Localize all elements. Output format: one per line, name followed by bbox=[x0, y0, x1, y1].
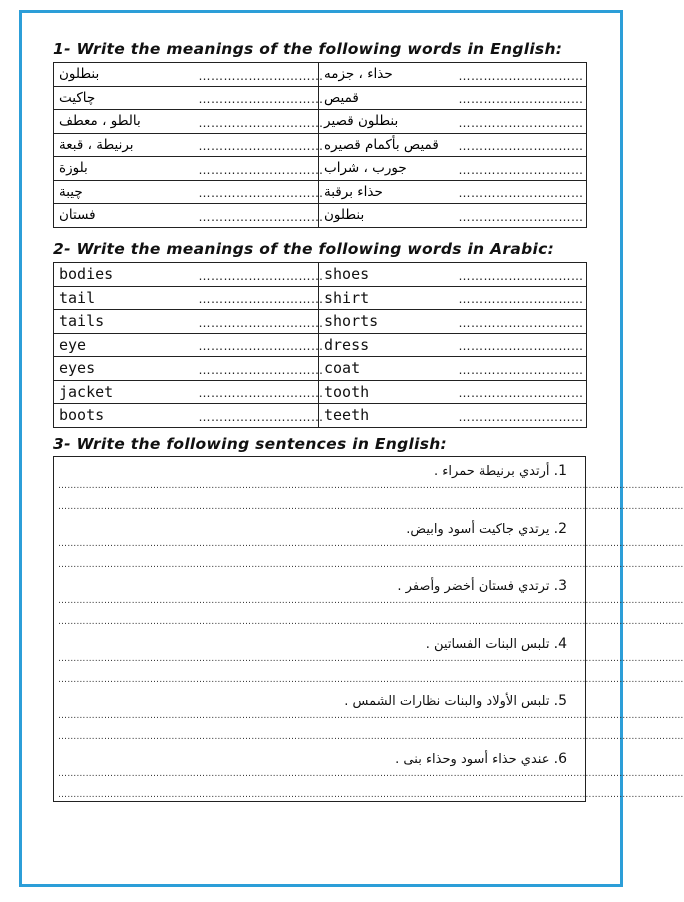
answer-blank[interactable]: ………………………… bbox=[454, 404, 587, 428]
answer-blank[interactable]: ………………………… bbox=[194, 133, 319, 157]
answer-line[interactable]: …………………………………………………………………………………………………………………………………………………………………………………… bbox=[58, 653, 684, 664]
word-cell: boots bbox=[54, 404, 194, 428]
table-row bbox=[54, 180, 587, 204]
word-cell bbox=[54, 110, 194, 134]
word-cell bbox=[54, 157, 194, 181]
answer-line[interactable]: …………………………………………………………………………………………………………………………………………………………………………………… bbox=[58, 502, 684, 512]
sentence-number: 5. bbox=[553, 693, 567, 709]
word-text: جورب ، شراب bbox=[324, 160, 407, 177]
word-cell bbox=[54, 180, 194, 204]
sentence-prompt bbox=[426, 636, 567, 652]
word-text: بالطو ، معطف bbox=[59, 113, 141, 130]
table-row bbox=[54, 357, 587, 381]
answer-blank[interactable]: ………………………… bbox=[194, 404, 319, 428]
answer-blank[interactable]: ………………………… bbox=[454, 286, 587, 310]
word-text: حذاء برقبة bbox=[324, 183, 383, 200]
word-cell bbox=[54, 204, 194, 228]
answer-blank[interactable]: ………………………… bbox=[194, 180, 319, 204]
answer-blank[interactable]: ………………………… bbox=[454, 333, 587, 357]
answer-blank[interactable]: ………………………… bbox=[194, 86, 319, 110]
answer-blank[interactable]: ………………………… bbox=[194, 357, 319, 381]
answer-line[interactable]: …………………………………………………………………………………………………………………………………………………………………………………… bbox=[58, 674, 684, 685]
word-cell bbox=[319, 157, 454, 181]
sentence-number: 3. bbox=[553, 578, 567, 594]
sentence-text: تلبس البنات الفساتين . bbox=[425, 636, 550, 652]
sentence-text: أرتدي برنيطة حمراء . bbox=[434, 464, 550, 479]
answer-line[interactable]: …………………………………………………………………………………………………………………………………………………………………………………… bbox=[58, 768, 684, 779]
answer-blank[interactable]: ………………………… bbox=[454, 263, 587, 287]
word-cell: jacket bbox=[54, 380, 194, 404]
sentence-text: عندي حذاء أسود وحذاء بنى . bbox=[395, 751, 550, 767]
word-cell bbox=[319, 110, 454, 134]
word-cell bbox=[54, 133, 194, 157]
word-cell bbox=[319, 180, 454, 204]
table-row bbox=[54, 333, 587, 357]
table-row bbox=[54, 86, 587, 110]
word-cell bbox=[319, 63, 454, 87]
word-text: فستان bbox=[59, 207, 96, 224]
sentence-number: 1. bbox=[553, 463, 567, 479]
sentence-item bbox=[54, 687, 684, 744]
sentence-prompt bbox=[406, 521, 567, 537]
word-text: بنطلون bbox=[59, 66, 100, 83]
answer-blank[interactable]: ………………………… bbox=[454, 133, 587, 157]
answer-line[interactable]: …………………………………………………………………………………………………………………………………………………………………………………… bbox=[58, 596, 684, 606]
answer-line[interactable]: …………………………………………………………………………………………………………………………………………………………………………………… bbox=[58, 538, 684, 549]
answer-line[interactable]: …………………………………………………………………………………………………………………………………………………………………………………… bbox=[58, 711, 684, 721]
answer-blank[interactable]: ………………………… bbox=[454, 86, 587, 110]
section3-heading: 3- Write the following sentences in English: bbox=[53, 435, 448, 453]
answer-blank[interactable]: ………………………… bbox=[194, 204, 319, 228]
section1-table bbox=[53, 62, 587, 228]
sentence-prompt bbox=[395, 751, 567, 767]
table-row bbox=[54, 110, 587, 134]
word-cell bbox=[319, 204, 454, 228]
sentence-item bbox=[54, 630, 684, 687]
word-cell: dress bbox=[319, 333, 454, 357]
sentence-text: يرتدي جاكيت أسود وابيض. bbox=[406, 521, 550, 537]
answer-blank[interactable]: ………………………… bbox=[454, 357, 587, 381]
word-text: حذاء ، جزمه bbox=[324, 66, 393, 83]
sentence-item bbox=[54, 515, 684, 572]
word-cell: bodies bbox=[54, 263, 194, 287]
word-text: بنطلون قصير bbox=[324, 113, 399, 130]
table-row bbox=[54, 286, 587, 310]
word-cell: teeth bbox=[319, 404, 454, 428]
word-cell: eye bbox=[54, 333, 194, 357]
answer-blank[interactable]: ………………………… bbox=[194, 263, 319, 287]
sentence-prompt bbox=[344, 693, 567, 709]
section1-heading: 1- Write the meanings of the following words in English: bbox=[53, 40, 563, 58]
sentence-item bbox=[54, 572, 684, 629]
word-cell bbox=[54, 86, 194, 110]
word-text: بلوزة bbox=[59, 160, 88, 177]
word-cell bbox=[54, 63, 194, 87]
answer-blank[interactable]: ………………………… bbox=[194, 110, 319, 134]
word-text: بنطلون bbox=[324, 207, 365, 224]
sentence-item bbox=[54, 457, 684, 514]
word-cell: coat bbox=[319, 357, 454, 381]
sentence-number: 2. bbox=[553, 520, 567, 537]
answer-blank[interactable]: ………………………… bbox=[194, 157, 319, 181]
answer-blank[interactable]: ………………………… bbox=[454, 63, 587, 87]
answer-blank[interactable]: ………………………… bbox=[454, 380, 587, 404]
sentence-number: 6. bbox=[553, 750, 567, 767]
answer-blank[interactable]: ………………………… bbox=[194, 380, 319, 404]
table-row bbox=[54, 310, 587, 334]
word-cell: tail bbox=[54, 286, 194, 310]
answer-blank[interactable]: ………………………… bbox=[454, 310, 587, 334]
sentence-text: ترتدي فستان أخضر وأصفر . bbox=[397, 579, 550, 594]
table-row bbox=[54, 204, 587, 228]
answer-blank[interactable]: ………………………… bbox=[194, 333, 319, 357]
word-text: قميص bbox=[324, 89, 359, 106]
sentence-text: تلبس الأولاد والبنات نظارات الشمس . bbox=[344, 694, 550, 709]
word-text: چيبة bbox=[59, 183, 83, 200]
word-text: چاكيت bbox=[59, 89, 96, 106]
sentence-item bbox=[54, 745, 684, 802]
answer-line[interactable]: …………………………………………………………………………………………………………………………………………………………………………………… bbox=[58, 481, 684, 491]
answer-blank[interactable]: ………………………… bbox=[454, 204, 587, 228]
section2-table bbox=[53, 262, 587, 428]
word-cell: tails bbox=[54, 310, 194, 334]
answer-blank[interactable]: ………………………… bbox=[454, 110, 587, 134]
word-cell bbox=[319, 133, 454, 157]
sentences-box bbox=[53, 456, 684, 802]
word-cell: shorts bbox=[319, 310, 454, 334]
word-cell: eyes bbox=[54, 357, 194, 381]
table-row bbox=[54, 380, 587, 404]
answer-blank[interactable]: ………………………… bbox=[454, 180, 587, 204]
word-cell bbox=[319, 86, 454, 110]
table-row bbox=[54, 157, 587, 181]
answer-line[interactable]: …………………………………………………………………………………………………………………………………………………………………………………… bbox=[58, 559, 684, 570]
answer-blank[interactable]: ………………………… bbox=[194, 63, 319, 87]
word-cell: shoes bbox=[319, 263, 454, 287]
answer-blank[interactable]: ………………………… bbox=[194, 310, 319, 334]
table-row bbox=[54, 404, 587, 428]
word-cell: shirt bbox=[319, 286, 454, 310]
table-row bbox=[54, 263, 587, 287]
answer-line[interactable]: …………………………………………………………………………………………………………………………………………………………………………………… bbox=[58, 732, 684, 742]
answer-blank[interactable]: ………………………… bbox=[454, 157, 587, 181]
word-cell: tooth bbox=[319, 380, 454, 404]
answer-line[interactable]: …………………………………………………………………………………………………………………………………………………………………………………… bbox=[58, 617, 684, 627]
sentence-prompt bbox=[397, 578, 567, 594]
section2-heading: 2- Write the meanings of the following words in Arabic: bbox=[53, 240, 555, 258]
word-text: قميص بأكمام قصيره bbox=[324, 136, 439, 153]
answer-blank[interactable]: ………………………… bbox=[194, 286, 319, 310]
sentence-prompt bbox=[434, 463, 567, 479]
word-text: برنيطة ، قبعة bbox=[59, 136, 134, 153]
table-row bbox=[54, 63, 587, 87]
sentence-number: 4. bbox=[553, 635, 567, 652]
answer-line[interactable]: …………………………………………………………………………………………………………………………………………………………………………………… bbox=[58, 789, 684, 800]
table-row bbox=[54, 133, 587, 157]
